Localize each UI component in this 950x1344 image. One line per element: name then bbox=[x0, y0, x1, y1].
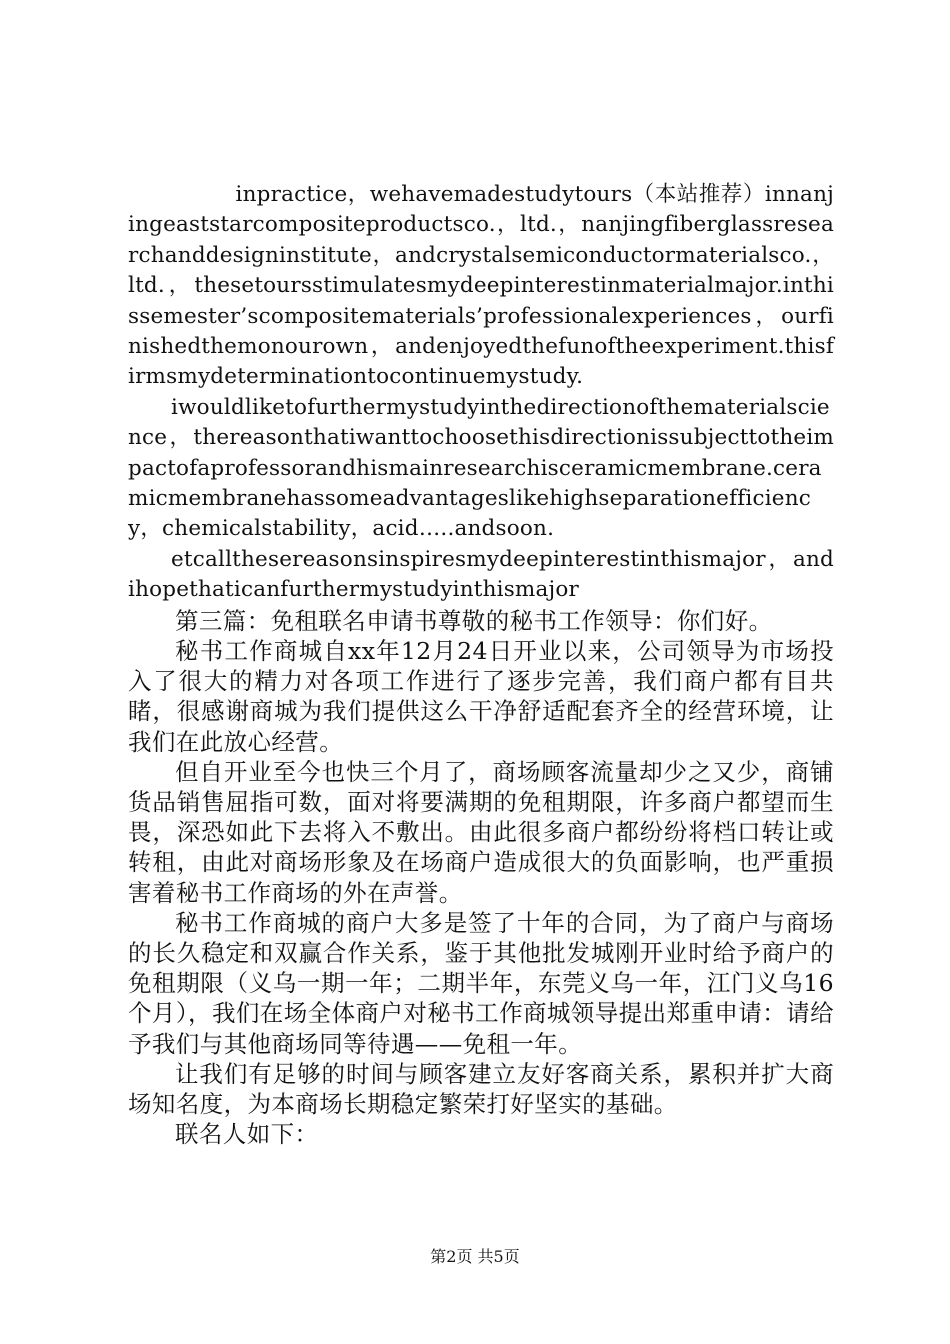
chinese-paragraph-2: 但自开业至今也快三个月了，商场顾客流量却少之又少，商铺货品销售屈指可数，面对将要满期的免租期限，许多商户都望而生畏，深恐如此下去将入不敷出。由此很多商户都纷纷将档口转让或转租，由此对商场形象及在场商户造成很大的负面影响，也严重损害着秘书工作商场的外在声誉。 bbox=[128, 757, 834, 907]
english-paragraph-3: etcallthesereasonsinspiresmydeepinterestinthismajor，andihopethaticanfurthermystudyinthismajor bbox=[128, 546, 834, 603]
english-paragraph-1: inpractice，wehavemadestudytours（本站推荐）innanjingeaststarcompositeproductsco.，ltd.，nanjingfiberglassresearchanddesigninstitute，andcrystalsemiconductormaterialsco.，ltd.，thesetoursstimulatesmydeepinterestinmaterialmajor.inthissemester’scompositematerials’professionalexperiences，ourfinishedthemonourown，andenjoyedthefunoftheexperiment.thisfirmsmydeterminationtocontinuemystudy. bbox=[128, 182, 834, 390]
section-heading: 第三篇：免租联名申请书尊敬的秘书工作领导：你们好。 bbox=[175, 606, 773, 635]
chinese-paragraph-1: 秘书工作商城自xx年12月24日开业以来，公司领导为市场投入了很大的精力对各项工作进行了逐步完善，我们商户都有目共睹，很感谢商城为我们提供这么干净舒适配套齐全的经营环境，让我们在此放心经营。 bbox=[128, 636, 834, 756]
english-paragraph-2: iwouldliketofurthermystudyinthedirectionofthematerialscience，thereasonthatiwanttochoosethisdirectionissubjecttotheimpactofaprofessorandhismainresearchisceramicmembrane.ceramicmembranehassomeadvantageslikehighseparationefficiency，chemicalstability，acid…..andsoon. bbox=[128, 394, 834, 542]
document-body bbox=[128, 180, 834, 1149]
page-footer: 第2页 共5页 bbox=[430, 1247, 520, 1266]
chinese-paragraph-4: 让我们有足够的时间与顾客建立友好客商关系，累积并扩大商场知名度，为本商场长期稳定繁荣打好坚实的基础。 bbox=[128, 1059, 834, 1118]
signatories-line: 联名人如下： bbox=[175, 1120, 319, 1149]
chinese-paragraph-3: 秘书工作商城的商户大多是签了十年的合同，为了商户与商场的长久稳定和双赢合作关系，鉴于其他批发城刚开业时给予商户的免租期限（义乌一期一年；二期半年，东莞义乌一年，江门义乌16个月），我们在场全体商户对秘书工作商城领导提出郑重申请：请给予我们与其他商场同等待遇——免租一年。 bbox=[128, 908, 834, 1058]
